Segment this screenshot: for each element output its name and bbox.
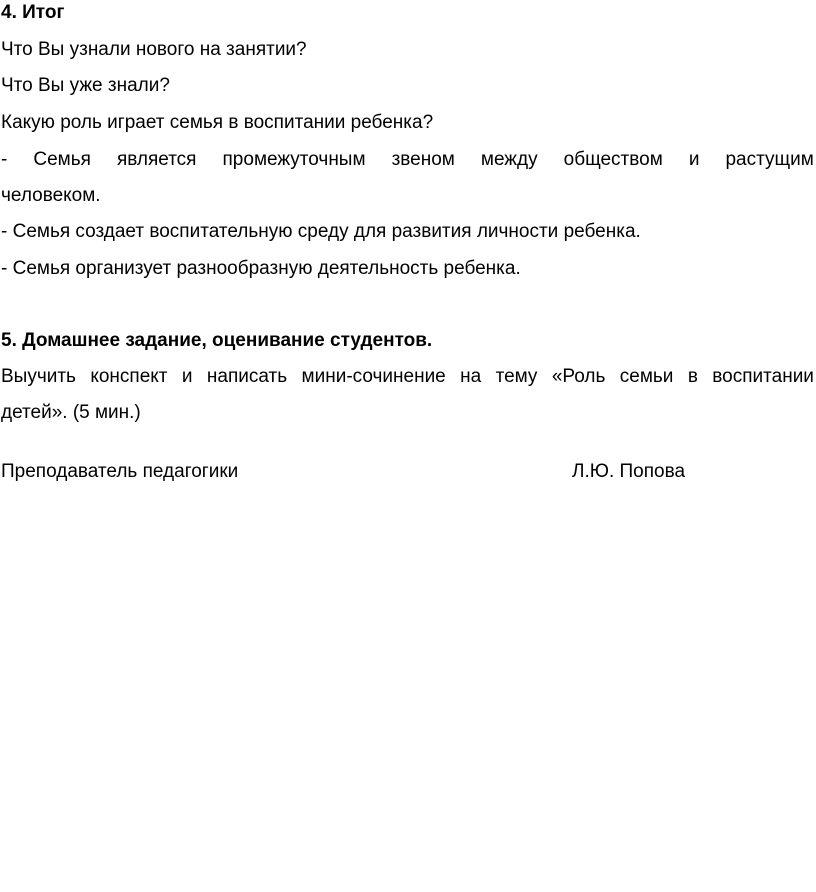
question-3: Какую роль играет семья в воспитании ребенка?: [1, 112, 434, 133]
question-2: Что Вы уже знали?: [1, 75, 170, 96]
homework-task-line-2: детей». (5 мин.): [1, 402, 141, 423]
section-4-heading: 4. Итог: [1, 2, 65, 23]
answer-2: - Семья создает воспитательную среду для развития личности ребенка.: [1, 221, 641, 242]
signature-role: Преподаватель педагогики: [1, 461, 239, 482]
homework-task-line-1: Выучить конспект и написать мини-сочинение на тему «Роль семьи в воспитании: [1, 366, 814, 387]
signature-name: Л.Ю. Попова: [572, 461, 686, 482]
answer-3: - Семья организует разнообразную деятельность ребенка.: [1, 258, 521, 279]
section-5-heading: 5. Домашнее задание, оценивание студентов.: [1, 330, 433, 351]
question-1: Что Вы узнали нового на занятии?: [1, 39, 307, 60]
answer-1-line-2: человеком.: [1, 185, 101, 206]
answer-1-line-1: - Семья является промежуточным звеном между обществом и растущим: [1, 149, 814, 170]
